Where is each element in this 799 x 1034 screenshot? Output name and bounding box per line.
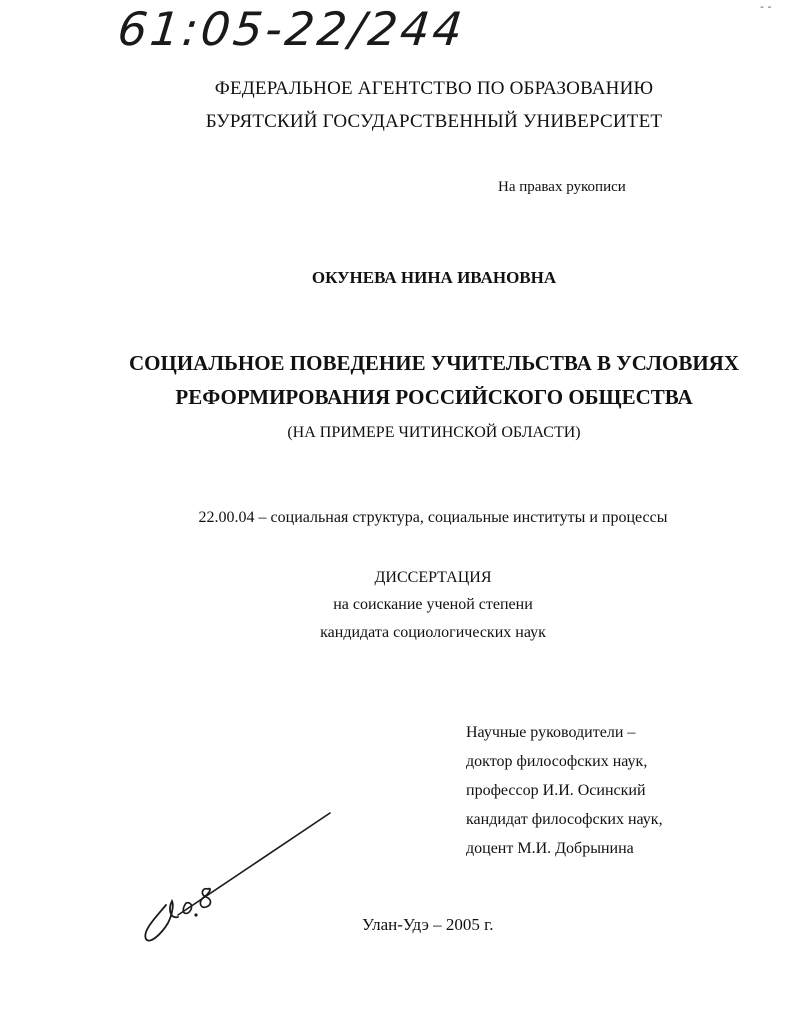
adviser-line-2: профессор И.И. Осинский xyxy=(466,782,646,799)
city-year: Улан-Удэ – 2005 г. xyxy=(362,915,494,934)
archive-code: 61:05-22/244 xyxy=(115,2,468,56)
agency-name: ФЕДЕРАЛЬНОЕ АГЕНТСТВО ПО ОБРАЗОВАНИЮ xyxy=(214,78,654,99)
title-line-1: СОЦИАЛЬНОЕ ПОВЕДЕНИЕ УЧИТЕЛЬСТВА В УСЛОВИЯХ xyxy=(129,351,739,375)
adviser-line-3: кандидат философских наук, xyxy=(466,811,663,828)
title-line-2: РЕФОРМИРОВАНИЯ РОССИЙСКОГО ОБЩЕСТВА xyxy=(175,385,693,409)
adviser-line-4: доцент М.И. Добрынина xyxy=(466,840,634,857)
degree-purpose: на соискание ученой степени xyxy=(333,596,533,613)
degree-type: ДИССЕРТАЦИЯ xyxy=(374,569,492,586)
signature-scribble xyxy=(138,805,338,950)
degree-level: кандидата социологических наук xyxy=(320,624,546,641)
adviser-line-1: доктор философских наук, xyxy=(466,753,648,770)
author-name: ОКУНЕВА НИНА ИВАНОВНА xyxy=(311,268,557,287)
university-name: БУРЯТСКИЙ ГОСУДАРСТВЕННЫЙ УНИВЕРСИТЕТ xyxy=(205,111,663,132)
corner-mark: - - xyxy=(760,0,772,13)
title-subtitle: (НА ПРИМЕРЕ ЧИТИНСКОЙ ОБЛАСТИ) xyxy=(287,424,581,441)
rights-note: На правах рукописи xyxy=(498,179,626,195)
advisers-heading: Научные руководители – xyxy=(466,724,636,741)
specialty-code: 22.00.04 – социальная структура, социальные институты и процессы xyxy=(198,509,668,526)
